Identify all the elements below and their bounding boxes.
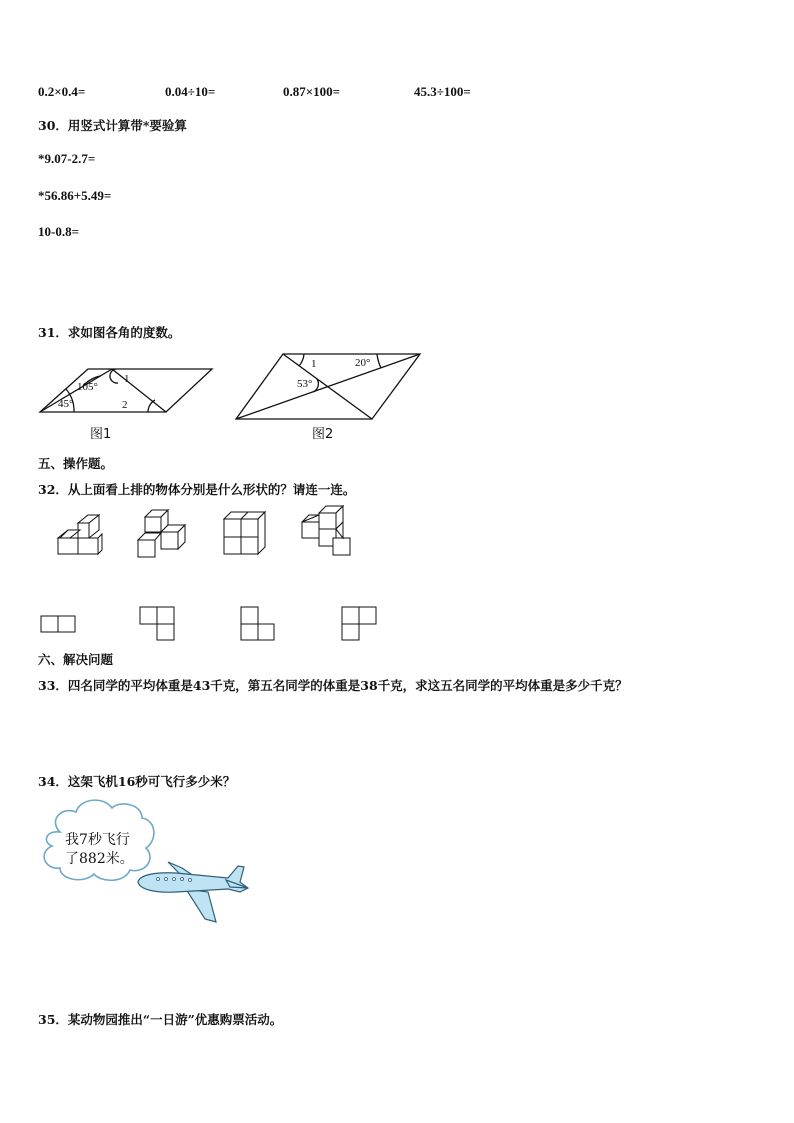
fig2-angle-53: 53° (297, 378, 313, 390)
fig1-caption: 图1 (90, 427, 112, 442)
q35-title: 35．某动物园推出“一日游”优惠购票活动。 (38, 1012, 283, 1027)
top-view-shapes (41, 607, 376, 640)
cube-object-1 (58, 515, 102, 554)
cube-object-2 (138, 510, 185, 557)
q30-expr-3: 10-0.8= (38, 224, 79, 239)
fig1-angle-2: 2 (122, 399, 128, 411)
q30-expr-1: *9.07-2.7= (38, 151, 96, 166)
expr-2: 0.04÷10= (165, 84, 216, 99)
fig1-angle-45: 45° (58, 398, 74, 410)
fig2-angle-1: 1 (311, 358, 317, 370)
airplane-illustration (138, 862, 248, 922)
fig1-angle-105: 105° (77, 381, 98, 393)
expr-4: 45.3÷100= (414, 84, 471, 99)
cube-object-4 (302, 506, 350, 555)
fig1-angle-1: 1 (124, 373, 130, 385)
expr-3: 0.87×100= (283, 84, 341, 99)
bubble-line-1: 我7秒飞行 (65, 832, 130, 848)
q30-title: 30．用竖式计算带*要验算 (38, 118, 187, 133)
q32-title: 32．从上面看上排的物体分别是什么形状的？请连一连。 (38, 482, 356, 497)
q30-expr-2: *56.86+5.49= (38, 188, 112, 203)
section-6-title: 六、解决问题 (38, 652, 114, 667)
q33-title: 33．四名同学的平均体重是43千克，第五名同学的体重是38千克，求这五名同学的平均体重是多少千克？ (38, 678, 628, 693)
bubble-line-2: 了882米。 (65, 851, 134, 867)
cube-object-3 (224, 512, 265, 554)
section-5-title: 五、操作题。 (38, 456, 114, 471)
q31-title: 31．求如图各角的度数。 (38, 325, 181, 340)
q34-title: 34．这架飞机16秒可飞行多少米？ (38, 774, 236, 789)
fig2-caption: 图2 (312, 427, 334, 442)
fig2-angle-20: 20° (355, 357, 371, 369)
expr-1: 0.2×0.4= (38, 84, 86, 99)
